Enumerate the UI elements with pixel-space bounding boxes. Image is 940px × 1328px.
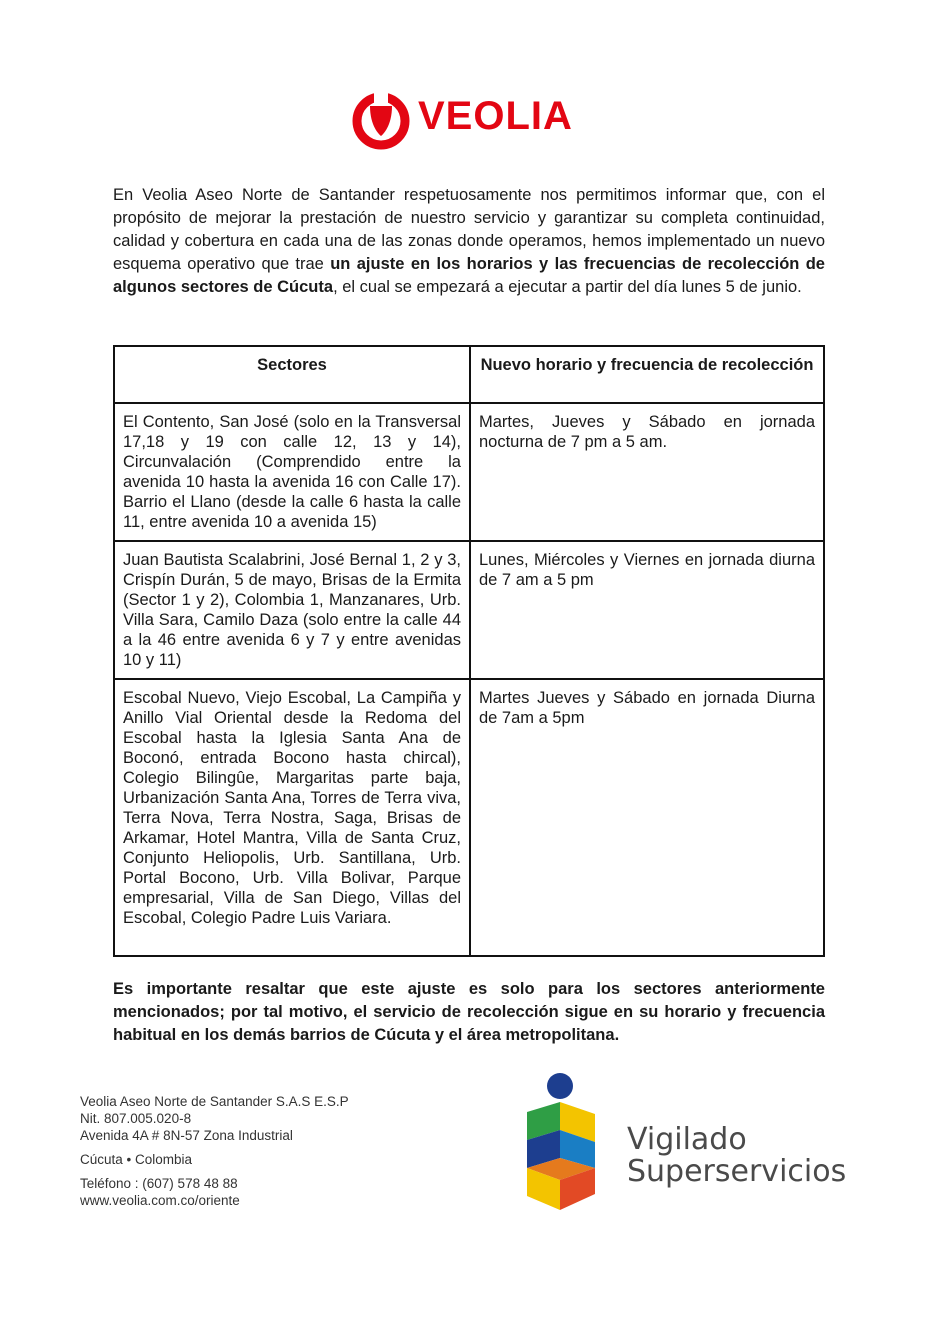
footer-phone: Teléfono : (607) 578 48 88 bbox=[80, 1176, 238, 1191]
footer-address: Avenida 4A # 8N-57 Zona Industrial bbox=[80, 1128, 293, 1143]
intro-paragraph bbox=[113, 184, 825, 299]
table-row bbox=[114, 541, 824, 679]
schedule-table bbox=[113, 345, 825, 957]
footer-website: www.veolia.com.co/oriente bbox=[80, 1193, 240, 1208]
table-row bbox=[114, 679, 824, 956]
header-horario: Nuevo horario y frecuencia de recolección bbox=[470, 346, 824, 403]
brand-name: VEOLIA bbox=[418, 94, 573, 138]
intro-text-2: , el cual se empezará a ejecutar a partir del día lunes 5 de junio. bbox=[333, 278, 802, 296]
table-header-row bbox=[114, 346, 824, 403]
superservicios-seal bbox=[515, 1072, 850, 1217]
cell-sectores: Juan Bautista Scalabrini, José Bernal 1, 2 y 3, Crispín Durán, 5 de mayo, Brisas de la Ermita (Sector 1 y 2), Colombia 1, Manzanares, Urb. Villa Sara, Camilo Daza (solo entre la calle 44 a la 46 entre avenida 6 y 7 y entre avenidas 10 y 11) bbox=[114, 541, 470, 679]
intro-bold-text: un ajuste en los horarios y las frecuencias de recolección de algunos sectores de Cúcuta bbox=[113, 255, 825, 296]
veolia-logo bbox=[350, 90, 590, 152]
closing-statement: Es importante resaltar que este ajuste es solo para los sectores anteriormente mencionados; por tal motivo, el servicio de recolección sigue en su horario y frecuencia habitual en los demás barrios de Cúcuta y el área metropolitana. bbox=[113, 980, 825, 1044]
cell-sectores: El Contento, San José (solo en la Transversal 17,18 y 19 con calle 12, 13 y 14), Circunvalación (Comprendido entre la avenida 10 hasta la avenida 16 con Calle 17). Barrio el Llano (desde la calle 6 hasta la calle 11, entre avenida 10 a avenida 15) bbox=[114, 403, 470, 541]
footer-city: Cúcuta • Colombia bbox=[80, 1152, 193, 1167]
header-sectores: Sectores bbox=[114, 346, 470, 403]
cell-horario: Martes, Jueves y Sábado en jornada nocturna de 7 pm a 5 am. bbox=[470, 403, 824, 541]
seal-line1: Vigilado bbox=[627, 1122, 747, 1157]
footer-company: Veolia Aseo Norte de Santander S.A.S E.S.P bbox=[80, 1094, 349, 1109]
cell-sectores: Escobal Nuevo, Viejo Escobal, La Campiña y Anillo Vial Oriental desde la Redoma del Escobal hasta la Iglesia Santa Ana de Boconó, entrada Bocono hasta chircal), Colegio Bilingûe, Margaritas parte baja, Urbanización Santa Ana, Torres de Terra viva, Terra Nova, Terra Nostra, Saga, Brisas de Arkamar, Hotel Mantra, Villa de Santa Cruz, Conjunto Heliopolis, Urb. Santillana, Urb. Portal Bocono, Urb. Villa Bolivar, Parque empresarial, Villa de San Diego, Villas del Escobal, Colegio Padre Luis Variara. bbox=[114, 679, 470, 956]
seal-text bbox=[627, 1124, 846, 1188]
footer-contact bbox=[80, 1093, 349, 1209]
veolia-logo-icon bbox=[350, 90, 412, 152]
seal-line2: Superservicios bbox=[627, 1154, 847, 1189]
footer-nit: Nit. 807.005.020-8 bbox=[80, 1111, 192, 1126]
cell-horario: Martes Jueves y Sábado en jornada Diurna de 7am a 5pm bbox=[470, 679, 824, 956]
cell-horario: Lunes, Miércoles y Viernes en jornada diurna de 7 am a 5 pm bbox=[470, 541, 824, 679]
intro-text-1: En Veolia Aseo Norte de Santander respetuosamente nos permitimos informar que, con el propósito de mejorar la prestación de nuestro servicio y garantizar su completa continuidad, calidad y cobertura en cada una de las zonas donde operamos, hemos implementado un nuevo esquema operativo que trae bbox=[113, 186, 825, 273]
superservicios-logo-icon bbox=[515, 1072, 610, 1217]
table-row bbox=[114, 403, 824, 541]
